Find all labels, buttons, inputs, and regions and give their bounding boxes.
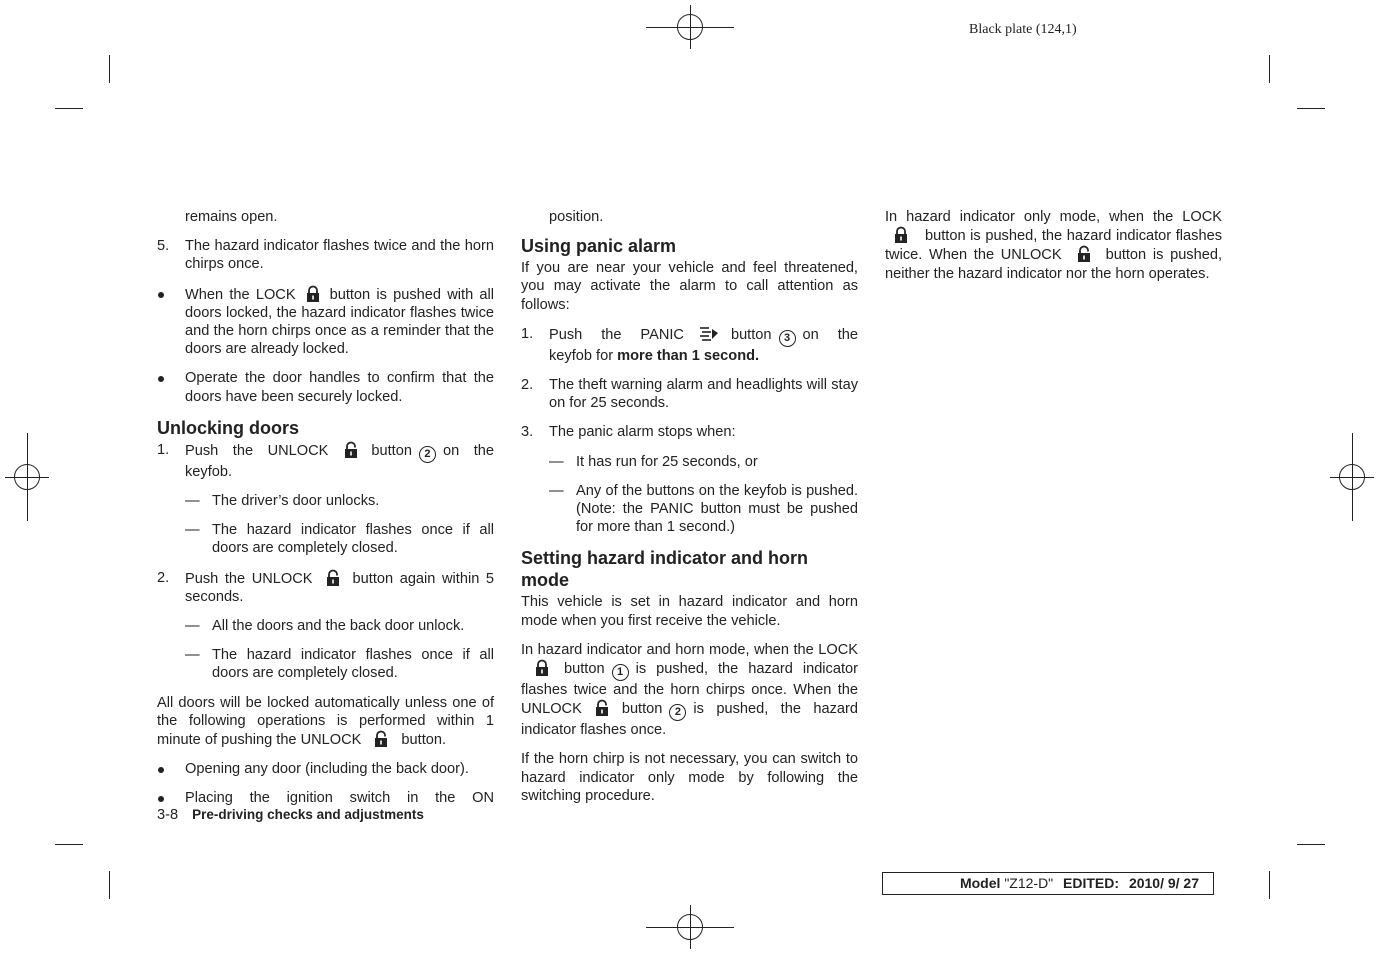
paragraph: If you are near your vehicle and feel threatened, you may activate the alarm to call attention as follows: bbox=[521, 260, 858, 313]
unlock-icon bbox=[343, 441, 359, 459]
paragraph: All doors will be locked automatically unless one of the following operations is performed within 1 minute of pushing the UNLOCK button. bbox=[157, 694, 494, 749]
dash-item: — The hazard indicator flashes once if all doors are completely closed. bbox=[185, 522, 494, 557]
paragraph: In hazard indicator only mode, when the LOCKbutton is pushed, the hazard indicator flashes twice. When the UNLOCK button is pushed, neither the hazard indicator nor the horn operates. bbox=[885, 209, 1223, 282]
column-left bbox=[157, 208, 494, 808]
list-item: 2. The theft warning alarm and headlights will stay on for 25 seconds. bbox=[521, 377, 858, 412]
list-item: Operate the door handles to confirm that the doors have been securely locked. bbox=[157, 369, 494, 405]
dash-item: — The hazard indicator flashes once if all doors are completely closed. bbox=[185, 647, 494, 682]
section-title: Pre-driving checks and adjustments bbox=[192, 807, 424, 822]
bullet-icon bbox=[158, 767, 164, 773]
plate-label: Black plate (124,1) bbox=[969, 22, 1077, 37]
continuation-text: remains open. bbox=[185, 209, 278, 225]
list-item: 1. Push the PANIC button 3 on the keyfob for more than 1 second. bbox=[521, 325, 858, 364]
bullet-icon bbox=[158, 796, 164, 802]
model-box: Model "Z12-D" EDITED: 2010/ 9/ 27 bbox=[882, 872, 1214, 895]
lock-icon bbox=[534, 659, 550, 677]
circled-number: 2 bbox=[669, 704, 686, 721]
section-heading: Using panic alarm bbox=[521, 236, 677, 257]
section-heading: Unlocking doors bbox=[157, 417, 300, 438]
list-item: 2. Push the UNLOCK button again within 5 seconds. bbox=[157, 569, 495, 605]
list-item: Placing the ignition switch in the ON bbox=[157, 789, 494, 807]
paragraph: In hazard indicator and horn mode, when the LOCKbutton 1 is pushed, the hazard indicator flashes twice and the horn chirps once. When the UNLOCK button 2 is pushed, the hazard indicator flashes once. bbox=[521, 641, 858, 739]
column-middle bbox=[521, 208, 858, 816]
list-item: 1. Push the UNLOCK button 2 on the keyfob. bbox=[157, 441, 494, 480]
list-item: Opening any door (including the back door). bbox=[157, 760, 494, 778]
lock-icon bbox=[893, 226, 909, 244]
dash-item: — Any of the buttons on the keyfob is pushed. (Note: the PANIC button must be pushed for more than 1 second.) bbox=[549, 482, 858, 536]
bullet-icon bbox=[158, 292, 164, 298]
section-heading: Setting hazard indicator and horn mode bbox=[521, 548, 809, 591]
registration-mark bbox=[14, 464, 40, 490]
list-item: 5. The hazard indicator flashes twice and the horn chirps once. bbox=[157, 238, 494, 273]
column-right bbox=[885, 208, 1222, 283]
unlock-icon bbox=[325, 569, 341, 587]
unlock-icon bbox=[594, 699, 610, 717]
circled-number: 3 bbox=[779, 330, 796, 347]
paragraph: This vehicle is set in hazard indicator and horn mode when you first receive the vehicle. bbox=[521, 594, 858, 629]
panic-icon bbox=[699, 325, 719, 343]
dash-item: — It has run for 25 seconds, or bbox=[549, 453, 758, 470]
registration-mark bbox=[677, 14, 703, 40]
dash-item: — The driver’s door unlocks. bbox=[185, 493, 380, 510]
dash-item: — All the doors and the back door unlock. bbox=[185, 618, 465, 635]
page-footer bbox=[157, 806, 424, 824]
paragraph: If the horn chirp is not necessary, you can switch to hazard indicator only mode by following the switching procedure. bbox=[521, 751, 858, 804]
circled-number: 2 bbox=[419, 446, 436, 463]
list-item: 3. The panic alarm stops when: bbox=[521, 424, 736, 441]
page-number: 3-8 bbox=[157, 807, 179, 823]
registration-mark bbox=[1339, 464, 1365, 490]
unlock-icon bbox=[1076, 245, 1092, 263]
circled-number: 1 bbox=[612, 664, 629, 681]
bullet-icon bbox=[158, 376, 164, 382]
lock-icon bbox=[305, 285, 321, 303]
list-item: When the LOCK button is pushed with all doors locked, the hazard indicator flashes twice and the horn chirps once as a reminder that the doors are already locked. bbox=[157, 285, 494, 359]
registration-mark bbox=[677, 914, 703, 940]
continuation-text: position. bbox=[549, 209, 604, 225]
unlock-icon bbox=[373, 730, 389, 748]
